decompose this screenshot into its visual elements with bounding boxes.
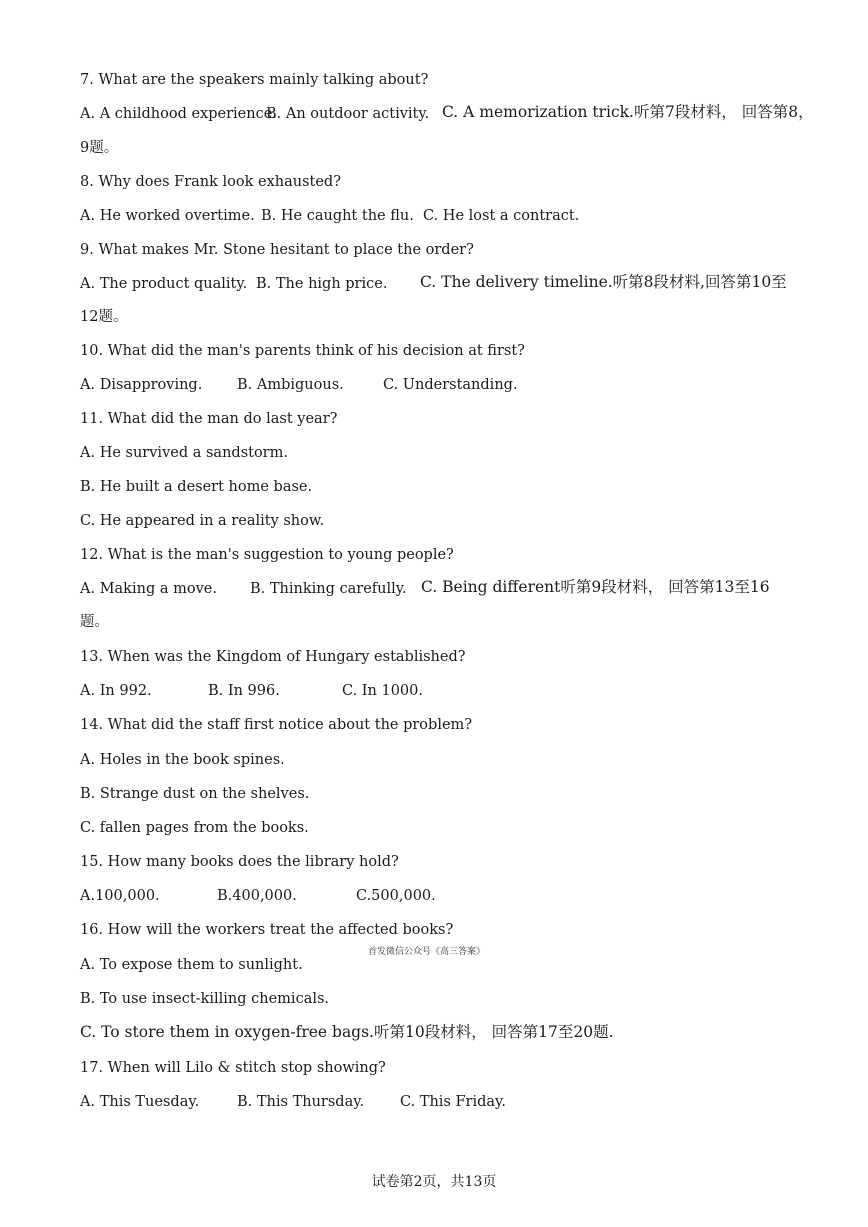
- question-17-option-c: C. This Friday.: [400, 1094, 506, 1110]
- question-8-option-b: B. He caught the flu.: [261, 208, 414, 224]
- question-14-option-b: B. Strange dust on the shelves.: [80, 786, 310, 802]
- question-14-option-c: C. fallen pages from the books.: [80, 820, 309, 836]
- question-13-option-a: A. In 992.: [80, 683, 152, 699]
- question-7-continuation: 9题。: [80, 140, 119, 156]
- question-11-option-b: B. He built a desert home base.: [80, 479, 313, 495]
- question-10-option-c: C. Understanding.: [383, 377, 518, 393]
- question-9-option-b: B. The high price.: [256, 276, 388, 292]
- question-12-option-b: B. Thinking carefully.: [250, 581, 407, 597]
- question-14-option-a: A. Holes in the book spines.: [80, 752, 285, 768]
- page-footer: 试卷第2页，共13页: [371, 1174, 497, 1190]
- question-16-option-c: C. To store them in oxygen-free bags.听第10段材料， 回答第17至20题.: [80, 1023, 614, 1041]
- question-9-continuation: 12题。: [80, 309, 128, 325]
- question-15-option-c: C.500,000.: [356, 888, 436, 904]
- question-8-stem: 8. Why does Frank look exhausted?: [80, 174, 341, 190]
- question-17-option-b: B. This Thursday.: [237, 1094, 365, 1110]
- question-12-option-c: C. Being different听第9段材料， 回答第13至16: [421, 578, 770, 596]
- question-10-option-a: A. Disapproving.: [80, 377, 203, 393]
- question-12-option-a: A. Making a move.: [80, 581, 217, 597]
- question-9-option-c: C. The delivery timeline.听第8段材料,回答第10至: [420, 273, 787, 291]
- question-11-option-c: C. He appeared in a reality show.: [80, 513, 325, 529]
- question-15-option-b: B.400,000.: [217, 888, 297, 904]
- watermark: 首发微信公众号《高三答案》: [368, 947, 486, 957]
- question-12-continuation: 题。: [80, 614, 109, 630]
- question-14-stem: 14. What did the staff first notice about the problem?: [80, 717, 473, 733]
- question-11-stem: 11. What did the man do last year?: [80, 411, 338, 427]
- question-11-option-a: A. He survived a sandstorm.: [80, 445, 288, 461]
- question-16-option-a: A. To expose them to sunlight.: [80, 957, 303, 973]
- question-8-option-a: A. He worked overtime.: [80, 208, 255, 224]
- question-12-stem: 12. What is the man's suggestion to young people?: [80, 547, 454, 563]
- question-10-stem: 10. What did the man's parents think of his decision at first?: [80, 343, 525, 359]
- question-9-stem: 9. What makes Mr. Stone hesitant to place the order?: [80, 242, 474, 258]
- question-13-stem: 13. When was the Kingdom of Hungary established?: [80, 649, 466, 665]
- question-13-option-b: B. In 996.: [208, 683, 280, 699]
- question-7-stem: 7. What are the speakers mainly talking about?: [80, 72, 429, 88]
- question-7-option-b: B. An outdoor activity.: [266, 106, 430, 122]
- question-17-stem: 17. When will Lilo & stitch stop showing?: [80, 1060, 386, 1076]
- question-15-stem: 15. How many books does the library hold?: [80, 854, 399, 870]
- question-13-option-c: C. In 1000.: [342, 683, 423, 699]
- question-7-option-c: C. A memorization trick.听第7段材料， 回答第8，: [442, 103, 814, 121]
- question-16-option-b: B. To use insect-killing chemicals.: [80, 991, 330, 1007]
- question-7-option-a: A. A childhood experience.: [80, 106, 277, 122]
- question-8-option-c: C. He lost a contract.: [423, 208, 580, 224]
- question-16-stem: 16. How will the workers treat the affected books?: [80, 922, 454, 938]
- question-10-option-b: B. Ambiguous.: [237, 377, 344, 393]
- question-17-option-a: A. This Tuesday.: [80, 1094, 200, 1110]
- question-15-option-a: A.100,000.: [80, 888, 160, 904]
- question-9-option-a: A. The product quality.: [80, 276, 248, 292]
